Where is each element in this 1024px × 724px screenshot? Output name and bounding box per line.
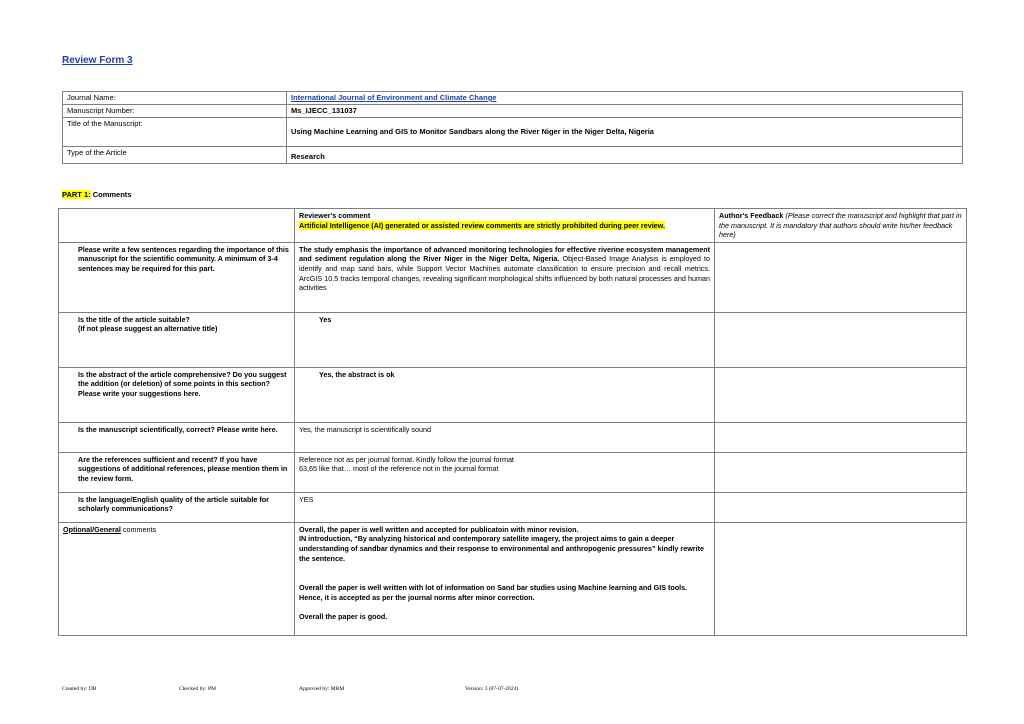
author-note: (Please correct the manuscript and highlight that part in the manuscript. It is mandatory that authors should write his/her feedback here) [719, 211, 962, 240]
feedback-cell[interactable] [715, 312, 967, 367]
answer-cell: Yes, the manuscript is scientifically sound [295, 422, 715, 452]
reviewer-title: Reviewer's comment [299, 211, 371, 220]
header-empty-cell [59, 209, 295, 243]
manuscript-info-table [62, 91, 963, 164]
optional-paragraph-2: Overall the paper is well written with lot of information on Sand bar studies using Machine learning and GIS tools. Hence, it is accepted as per the journal norms after minor correction. [299, 583, 688, 602]
header-row [59, 209, 967, 243]
article-type-row [63, 147, 963, 164]
journal-row [63, 92, 963, 105]
feedback-cell[interactable] [715, 242, 967, 312]
form-title: Review Form 3 [62, 55, 133, 66]
manuscript-title-label: Title of the Manuscript: [63, 118, 287, 147]
answer-bold-text: The study emphasis the importance of advanced monitoring technologies for effective riverine ecosystem management and sediment regulation along the River Niger in the Niger Delta, Nigeria. [299, 244, 710, 264]
comments-table [58, 208, 967, 636]
footer-approved: Approved by: MBM [299, 686, 345, 692]
journal-value [287, 92, 963, 105]
manuscript-number-label: Manuscript Number: [63, 105, 287, 118]
manuscript-number-row [63, 105, 963, 118]
question-cell: Is the title of the article suitable? (If not please suggest an alternative title) [59, 312, 295, 367]
answer-cell: Yes [295, 312, 715, 367]
manuscript-number-value: Ms_IJECC_131037 [287, 105, 963, 118]
optional-label-rest: comments [120, 524, 157, 534]
article-type-label: Type of the Article [63, 147, 287, 164]
footer-version: Version: 3 (07-07-2024) [465, 686, 519, 692]
part-heading [62, 190, 131, 199]
part-title: Comments [92, 190, 132, 199]
reviewer-header-cell [295, 209, 715, 243]
optional-label-cell [59, 522, 295, 635]
language-row [59, 492, 967, 522]
answer-text: Object-Based Image Analysis is employed to identify and map sand bars, while Support Vector Machines automate classification to ensure precision and recall metrics. ArcGIS 10.5 tracks temporal changes, revealing significant morphological shifts influenced by both natural processes and human activities [299, 254, 710, 293]
manuscript-title-row [63, 118, 963, 147]
feedback-cell[interactable] [715, 522, 967, 635]
answer-cell: YES [295, 492, 715, 522]
title-suitable-row [59, 312, 967, 367]
question-cell: Is the language/English quality of the article suitable for scholarly communications? [59, 492, 295, 522]
feedback-cell[interactable] [715, 422, 967, 452]
question-cell: Please write a few sentences regarding the importance of this manuscript for the scientific community. A minimum of 3-4 sentences may be required for this part. [59, 242, 295, 312]
question-cell: Is the abstract of the article comprehensive? Do you suggest the addition (or deletion) of some points in this section? Please write your suggestions here. [59, 367, 295, 422]
author-header-cell [715, 209, 967, 243]
feedback-cell[interactable] [715, 492, 967, 522]
optional-paragraph-1: Overall, the paper is well written and accepted for publicatoin with minor revision. IN introduction, “By analyzing historical and contemporary satellite imagery, the project aims to gain a deeper understanding of sandbar dynamics and their response to environmental and anthropogenic pressures” kindly rewrite the sentence. [299, 524, 704, 563]
answer-cell: Yes, the abstract is ok [295, 367, 715, 422]
article-type-value: Research [287, 147, 963, 164]
feedback-cell[interactable] [715, 452, 967, 492]
answer-cell [295, 242, 715, 312]
ai-warning: Artificial Intelligence (AI) generated or assisted review comments are strictly prohibited during peer review. [299, 220, 666, 230]
optional-answer-cell [295, 522, 715, 635]
feedback-cell[interactable] [715, 367, 967, 422]
optional-comments-row [59, 522, 967, 635]
part-label: PART 1: [62, 190, 91, 199]
optional-paragraph-3: Overall the paper is good. [299, 612, 388, 622]
references-row [59, 452, 967, 492]
scientific-row [59, 422, 967, 452]
answer-cell: Reference not as per journal format. Kindly follow the journal format 63,65 like that… most of the reference not in the journal format [295, 452, 715, 492]
journal-link[interactable]: International Journal of Environment and Climate Change [291, 93, 497, 102]
optional-label: Optional/General [63, 524, 121, 534]
journal-label: Journal Name: [63, 92, 287, 105]
manuscript-title-value: Using Machine Learning and GIS to Monitor Sandbars along the River Niger in the Niger Delta, Nigeria [287, 118, 963, 147]
author-title: Author's Feedback [719, 211, 784, 220]
question-cell: Is the manuscript scientifically, correct? Please write here. [59, 422, 295, 452]
footer-checked: Checked by: PM [179, 686, 216, 692]
abstract-row [59, 367, 967, 422]
importance-row [59, 242, 967, 312]
question-cell: Are the references sufficient and recent? If you have suggestions of additional references, please mention them in the review form. [59, 452, 295, 492]
footer-created: Created by: DR [62, 686, 97, 692]
